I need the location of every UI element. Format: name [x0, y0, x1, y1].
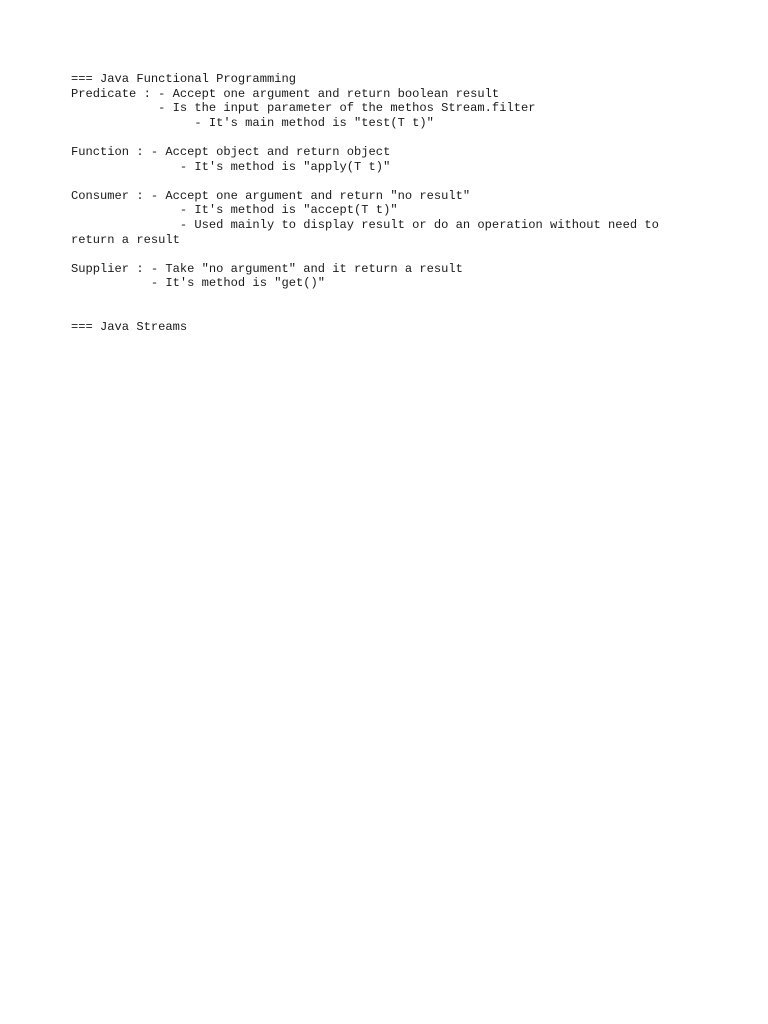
text-line: - Used mainly to display result or do an operation without need to — [71, 217, 659, 232]
text-line: - It's method is "get()" — [71, 276, 326, 291]
blank-line — [71, 174, 711, 189]
text-line: Supplier : - Take "no argument" and it return a result — [71, 261, 463, 276]
blank-line — [71, 247, 711, 262]
text-line: - It's main method is "test(T t)" — [71, 115, 434, 130]
text-line: - It's method is "apply(T t)" — [71, 159, 391, 174]
text-line: return a result — [71, 232, 180, 247]
blank-line — [71, 291, 711, 306]
section-heading: === Java Streams — [71, 320, 188, 335]
text-line: - Is the input parameter of the methos Stream.filter — [71, 101, 536, 116]
section-heading: === Java Functional Programming — [71, 72, 296, 86]
blank-line — [71, 130, 711, 145]
text-line: Function : - Accept object and return object — [71, 144, 391, 159]
blank-line — [71, 306, 711, 321]
text-line: Consumer : - Accept one argument and return "no result" — [71, 188, 471, 203]
text-line: - It's method is "accept(T t)" — [71, 203, 398, 218]
document-text — [71, 72, 711, 335]
text-line: Predicate : - Accept one argument and return boolean result — [71, 86, 500, 101]
